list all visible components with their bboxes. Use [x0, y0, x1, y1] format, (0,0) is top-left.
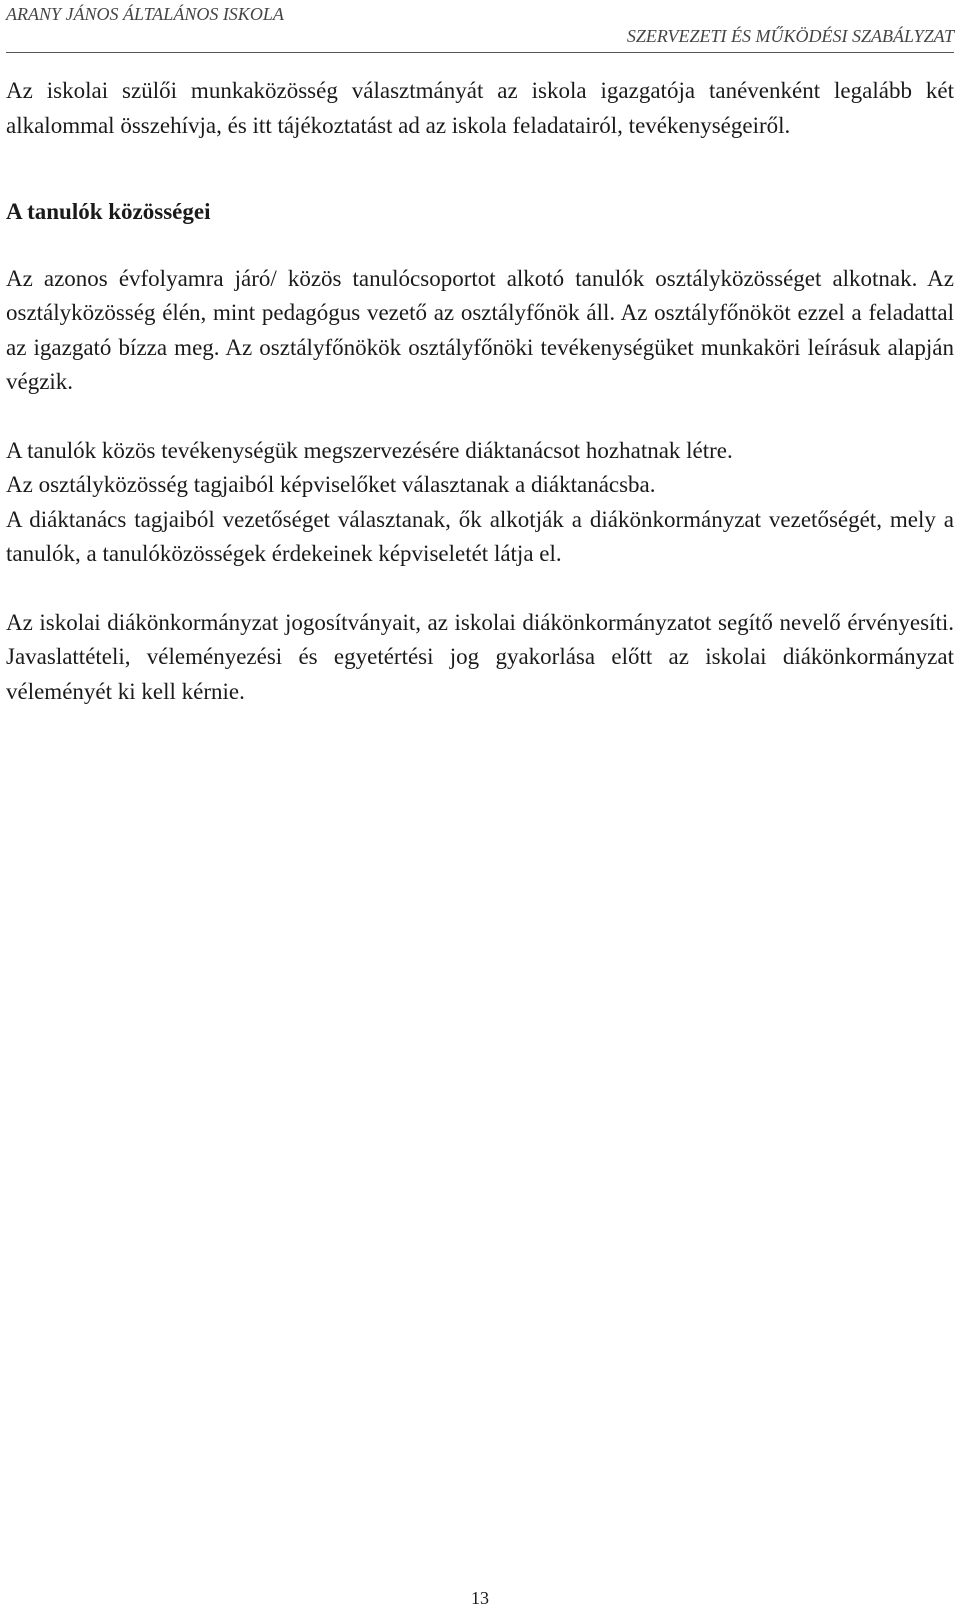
document-title: SZERVEZETI ÉS MŰKÖDÉSI SZABÁLYZAT [626, 26, 954, 46]
spacer [6, 572, 954, 606]
page-number: 13 [471, 1588, 489, 1608]
paragraph-student-council-b: Az osztályközösség tagjaiból képviselőket választanak a diáktanácsba. [6, 472, 656, 497]
paragraph-student-council-a: A tanulók közös tevékenységük megszervezésére diáktanácsot hozhatnak létre. [6, 437, 733, 463]
spacer [6, 230, 954, 262]
spacer [6, 400, 954, 434]
section-heading: A tanulók közösségei [6, 199, 211, 224]
page-content [6, 74, 954, 709]
paragraph-student-council-c: A diáktanács tagjaiból vezetőséget választanak, ők alkotják a diákönkormányzat vezetőségét, mely a tanulók, a tanulóközösségek érdekeinek képviseletét látja el. [6, 506, 954, 566]
paragraph-class-communities: Az azonos évfolyamra járó/ közös tanulócsoportot alkotó tanulók osztályközösséget alkotnak. Az osztályközösség élén, mint pedagógus vezető az osztályfőnök áll. Az osztályfőnököt ezzel a feladattal az igazgató bízza meg. Az osztályfőnökök osztályfőnöki tevékenységüket munkaköri leírásuk alapján végzik. [6, 265, 954, 394]
paragraph-self-government: Az iskolai diákönkormányzat jogosítványait, az iskolai diákönkormányzatot segítő nevelő érvényesíti. Javaslattételi, véleményezési és egyetértési jog gyakorlása előtt az iskolai diákönkormányzat véleményét ki kell kérnie. [6, 609, 954, 704]
school-name: ARANY JÁNOS ÁLTALÁNOS ISKOLA [6, 4, 284, 24]
spacer [6, 143, 954, 195]
page-header [6, 4, 954, 53]
paragraph-parent-committee: Az iskolai szülői munkaközösség választmányát az iskola igazgatója tanévenként legalább két alkalommal összehívja, és itt tájékoztatást ad az iskola feladatairól, tevékenységeiről. [6, 78, 954, 138]
